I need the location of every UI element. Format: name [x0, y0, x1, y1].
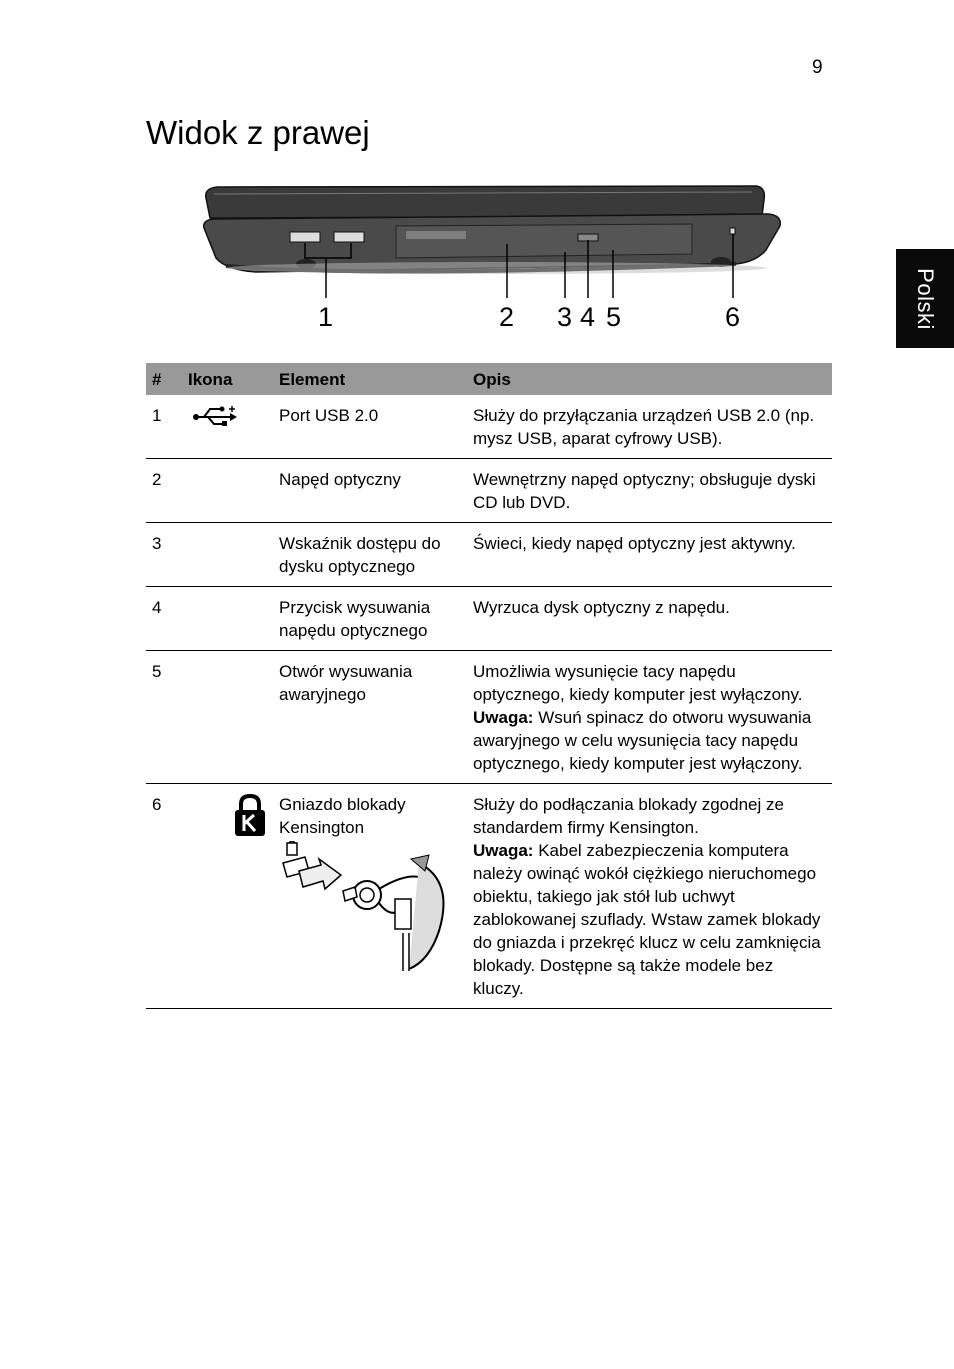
row-desc: Wewnętrzny napęd optyczny; obsługuje dyski CD lub DVD. [473, 470, 816, 512]
row-note [473, 839, 826, 1000]
callout-6: 6 [725, 302, 741, 332]
callout-3: 3 [557, 302, 573, 332]
table-header-row [146, 363, 832, 395]
kensington-lock-icon [233, 793, 267, 837]
callout-1: 1 [318, 302, 334, 332]
callout-4: 4 [580, 302, 596, 332]
table-row [146, 459, 832, 523]
callout-2: 2 [499, 302, 515, 332]
row-num: 3 [146, 523, 182, 587]
row-icon-cell [182, 459, 273, 523]
row-num: 4 [146, 587, 182, 651]
table-row [146, 784, 832, 1009]
row-num: 1 [146, 395, 182, 459]
row-element: Gniazdo blokady Kensington [279, 795, 406, 837]
row-note [473, 706, 826, 775]
row-desc-cell [467, 651, 832, 784]
row-desc-cell [467, 587, 832, 651]
row-element: Wskaźnik dostępu do dysku optycznego [273, 523, 467, 587]
row-num: 6 [146, 784, 182, 1009]
note-label: Uwaga: [473, 841, 534, 860]
header-element: Element [273, 363, 467, 395]
row-element: Otwór wysuwania awaryjnego [273, 651, 467, 784]
page-title: Widok z prawej [146, 114, 370, 151]
row-icon-cell [182, 587, 273, 651]
row-desc: Wyrzuca dysk optyczny z napędu. [473, 598, 730, 617]
row-element: Port USB 2.0 [273, 395, 467, 459]
table-row [146, 651, 832, 784]
note-text: Kabel zabezpieczenia komputera należy owinąć wokół ciężkiego nieruchomego obiektu, takiego jak stół lub uchwyt zablokowanej szuflady. Wstaw zamek blokady do gniazda i przekręć klucz w celu zamknięcia blokady. Dostępne są także modele bez kluczy. [473, 841, 821, 998]
row-desc: Służy do podłączania blokady zgodnej ze standardem firmy Kensington. [473, 795, 784, 837]
language-tab-label: Polski [913, 267, 938, 330]
row-num: 5 [146, 651, 182, 784]
table-row [146, 523, 832, 587]
table-row [146, 587, 832, 651]
header-desc: Opis [467, 363, 832, 395]
language-tab [896, 249, 954, 348]
row-desc: Świeci, kiedy napęd optyczny jest aktywny. [473, 534, 796, 553]
row-desc-cell [467, 395, 832, 459]
kensington-cable-lock-illustration [279, 841, 454, 976]
ports-table [146, 363, 832, 1009]
note-text: Wsuń spinacz do otworu wysuwania awaryjnego w celu wysunięcia tacy napędu optycznego, kiedy komputer jest wyłączony. [473, 708, 812, 773]
row-icon-cell [182, 523, 273, 587]
row-icon-cell [182, 784, 273, 1009]
row-element: Napęd optyczny [273, 459, 467, 523]
row-desc-cell [467, 459, 832, 523]
usb-icon [192, 404, 238, 428]
row-icon-cell [182, 651, 273, 784]
row-desc: Służy do przyłączania urządzeń USB 2.0 (np. mysz USB, aparat cyfrowy USB). [473, 406, 815, 448]
row-element-cell [273, 784, 467, 1009]
page-number: 9 [812, 57, 823, 78]
header-num: # [146, 363, 182, 395]
note-label: Uwaga: [473, 708, 534, 727]
row-icon-cell [182, 395, 273, 459]
row-element: Przycisk wysuwania napędu optycznego [273, 587, 467, 651]
row-desc-cell [467, 784, 832, 1009]
row-desc: Umożliwia wysunięcie tacy napędu optycznego, kiedy komputer jest wyłączony. [473, 662, 803, 704]
laptop-right-side-illustration [196, 182, 796, 332]
row-num: 2 [146, 459, 182, 523]
table-row [146, 395, 832, 459]
row-desc-cell [467, 523, 832, 587]
header-icon: Ikona [182, 363, 273, 395]
callout-5: 5 [606, 302, 622, 332]
